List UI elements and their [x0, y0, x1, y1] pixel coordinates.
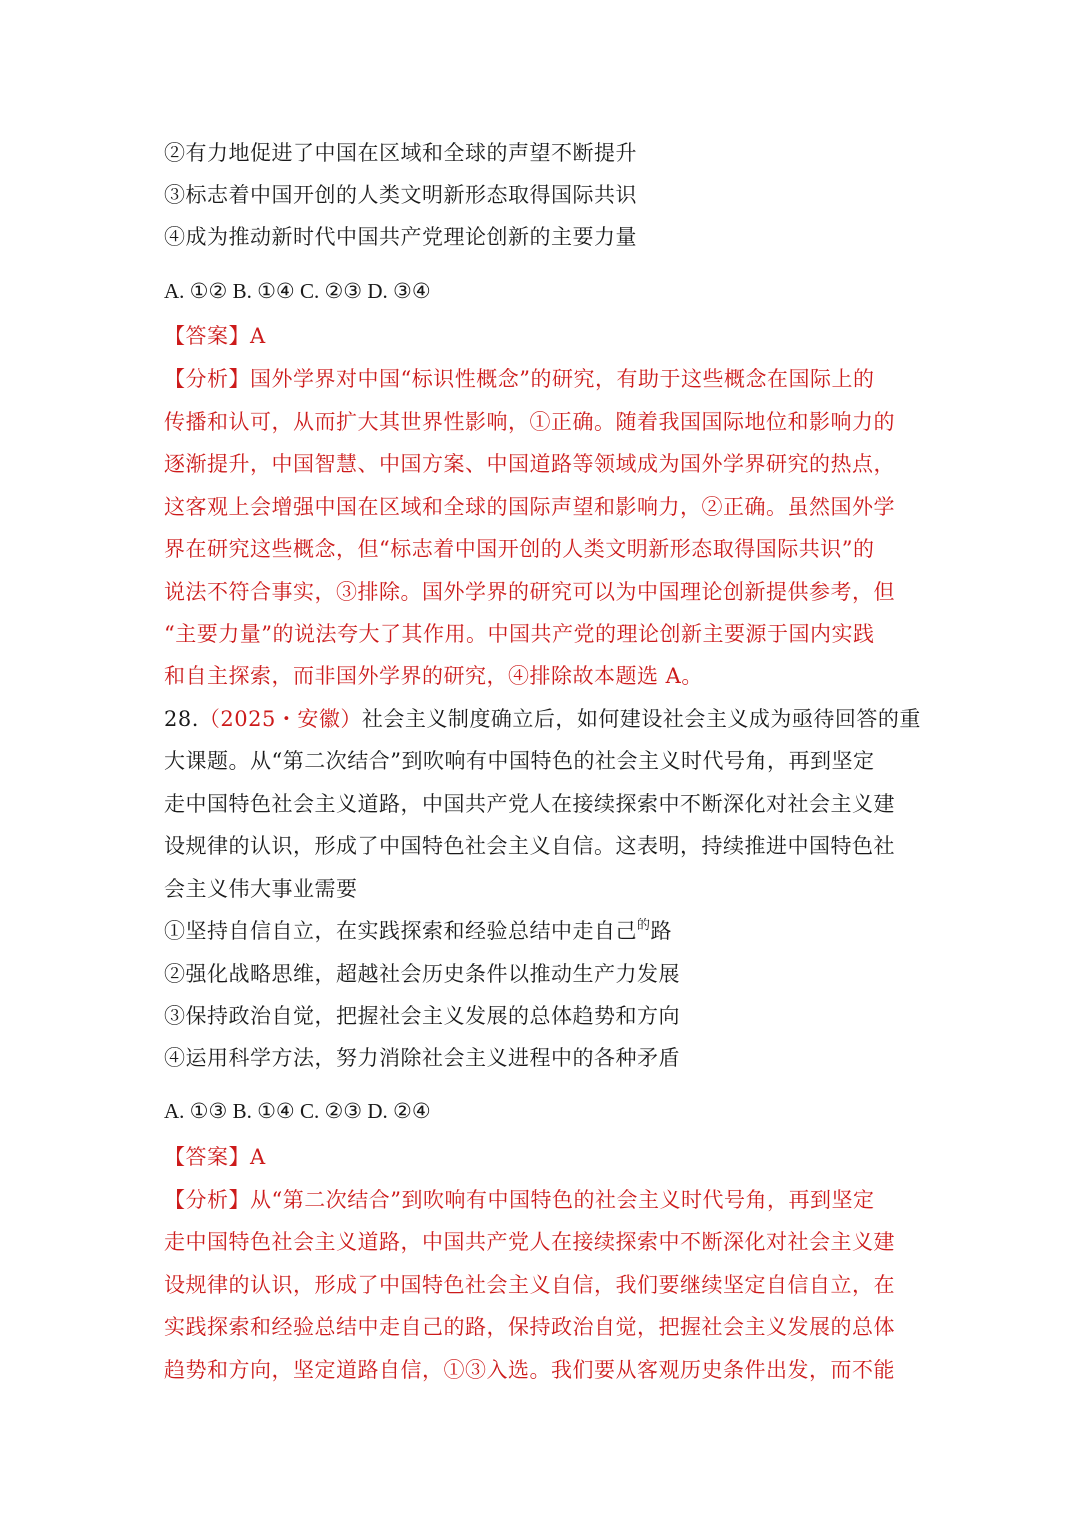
q27-analysis-line-6: 说法不符合事实，③排除。国外学界的研究可以为中国理论创新提供参考，但: [164, 580, 895, 604]
answer-tag: 【答案】: [164, 324, 250, 348]
item-text-end: 路: [650, 919, 673, 943]
q28-stem-line-5: 会主义伟大事业需要: [164, 877, 358, 901]
q27-item-4: ④成为推动新时代中国共产党理论创新的主要力量: [164, 225, 637, 249]
q27-analysis-line-8: 和自主探索，而非国外学界的研究，④排除故本题选 A。: [164, 664, 703, 688]
analysis-text: 国外学界对中国“标识性概念”的研究，有助于这些概念在国际上的: [250, 367, 875, 391]
q28-stem-line-4: 设规律的认识，形成了中国特色社会主义自信。这表明，持续推进中国特色社: [164, 834, 895, 858]
analysis-text: 从“第二次结合”到吹响有中国特色的社会主义时代号角，再到坚定: [250, 1188, 875, 1212]
q28-options: A. ①③ B. ①④ C. ②③ D. ②④: [164, 1099, 431, 1123]
q28-analysis-line-1: [164, 1187, 874, 1213]
q27-analysis-line-4: 这客观上会增强中国在区域和全球的国际声望和影响力，②正确。虽然国外学: [164, 495, 895, 519]
q28-analysis-line-2: 走中国特色社会主义道路，中国共产党人在接续探索中不断深化对社会主义建: [164, 1230, 895, 1254]
question-number: 28.: [164, 707, 199, 731]
q27-analysis-line-3: 逐渐提升，中国智慧、中国方案、中国道路等领域成为国外学界研究的热点，: [164, 452, 895, 476]
q28-stem-line-3: 走中国特色社会主义道路，中国共产党人在接续探索中不断深化对社会主义建: [164, 792, 895, 816]
q28-analysis-line-3: 设规律的认识，形成了中国特色社会主义自信，我们要继续坚定自信自立，在: [164, 1273, 895, 1297]
q27-item-2: ②有力地促进了中国在区域和全球的声望不断提升: [164, 141, 637, 165]
q28-analysis-line-4: 实践探索和经验总结中走自己的路，保持政治自觉，把握社会主义发展的总体: [164, 1315, 895, 1339]
q27-options: A. ①② B. ①④ C. ②③ D. ③④: [164, 279, 431, 303]
q28-item-4: ④运用科学方法，努力消除社会主义进程中的各种矛盾: [164, 1046, 680, 1070]
q28-item-2: ②强化战略思维，超越社会历史条件以推动生产力发展: [164, 962, 680, 986]
q28-item-1: [164, 918, 672, 948]
item-text: ①坚持自信自立，在实践探索和经验总结中走自己: [164, 919, 637, 943]
q27-item-3: ③标志着中国开创的人类文明新形态取得国际共识: [164, 183, 637, 207]
superscript-glyph: 的: [637, 918, 651, 933]
answer-value: A: [250, 1145, 266, 1169]
q27-analysis-line-1: [164, 366, 874, 392]
q28-stem-line-1: [164, 706, 921, 732]
q28-stem-line-2: 大课题。从“第二次结合”到吹响有中国特色的社会主义时代号角，再到坚定: [164, 749, 875, 773]
question-stem: 社会主义制度确立后，如何建设社会主义成为亟待回答的重: [361, 707, 921, 731]
answer-tag: 【答案】: [164, 1145, 250, 1169]
q27-analysis-line-2: 传播和认可，从而扩大其世界性影响，①正确。随着我国国际地位和影响力的: [164, 410, 895, 434]
q27-analysis-line-7: “主要力量”的说法夸大了其作用。中国共产党的理论创新主要源于国内实践: [164, 622, 875, 646]
question-source: （2025・安徽）: [198, 707, 362, 731]
q28-item-3: ③保持政治自觉，把握社会主义发展的总体趋势和方向: [164, 1004, 680, 1028]
answer-value: A: [250, 324, 266, 348]
q27-answer: [164, 323, 266, 349]
analysis-tag: 【分析】: [164, 367, 250, 391]
analysis-tag: 【分析】: [164, 1188, 250, 1212]
q28-analysis-line-5: 趋势和方向，坚定道路自信，①③入选。我们要从客观历史条件出发，而不能: [164, 1358, 895, 1382]
q27-analysis-line-5: 界在研究这些概念，但“标志着中国开创的人类文明新形态取得国际共识”的: [164, 537, 875, 561]
q28-answer: [164, 1144, 266, 1170]
